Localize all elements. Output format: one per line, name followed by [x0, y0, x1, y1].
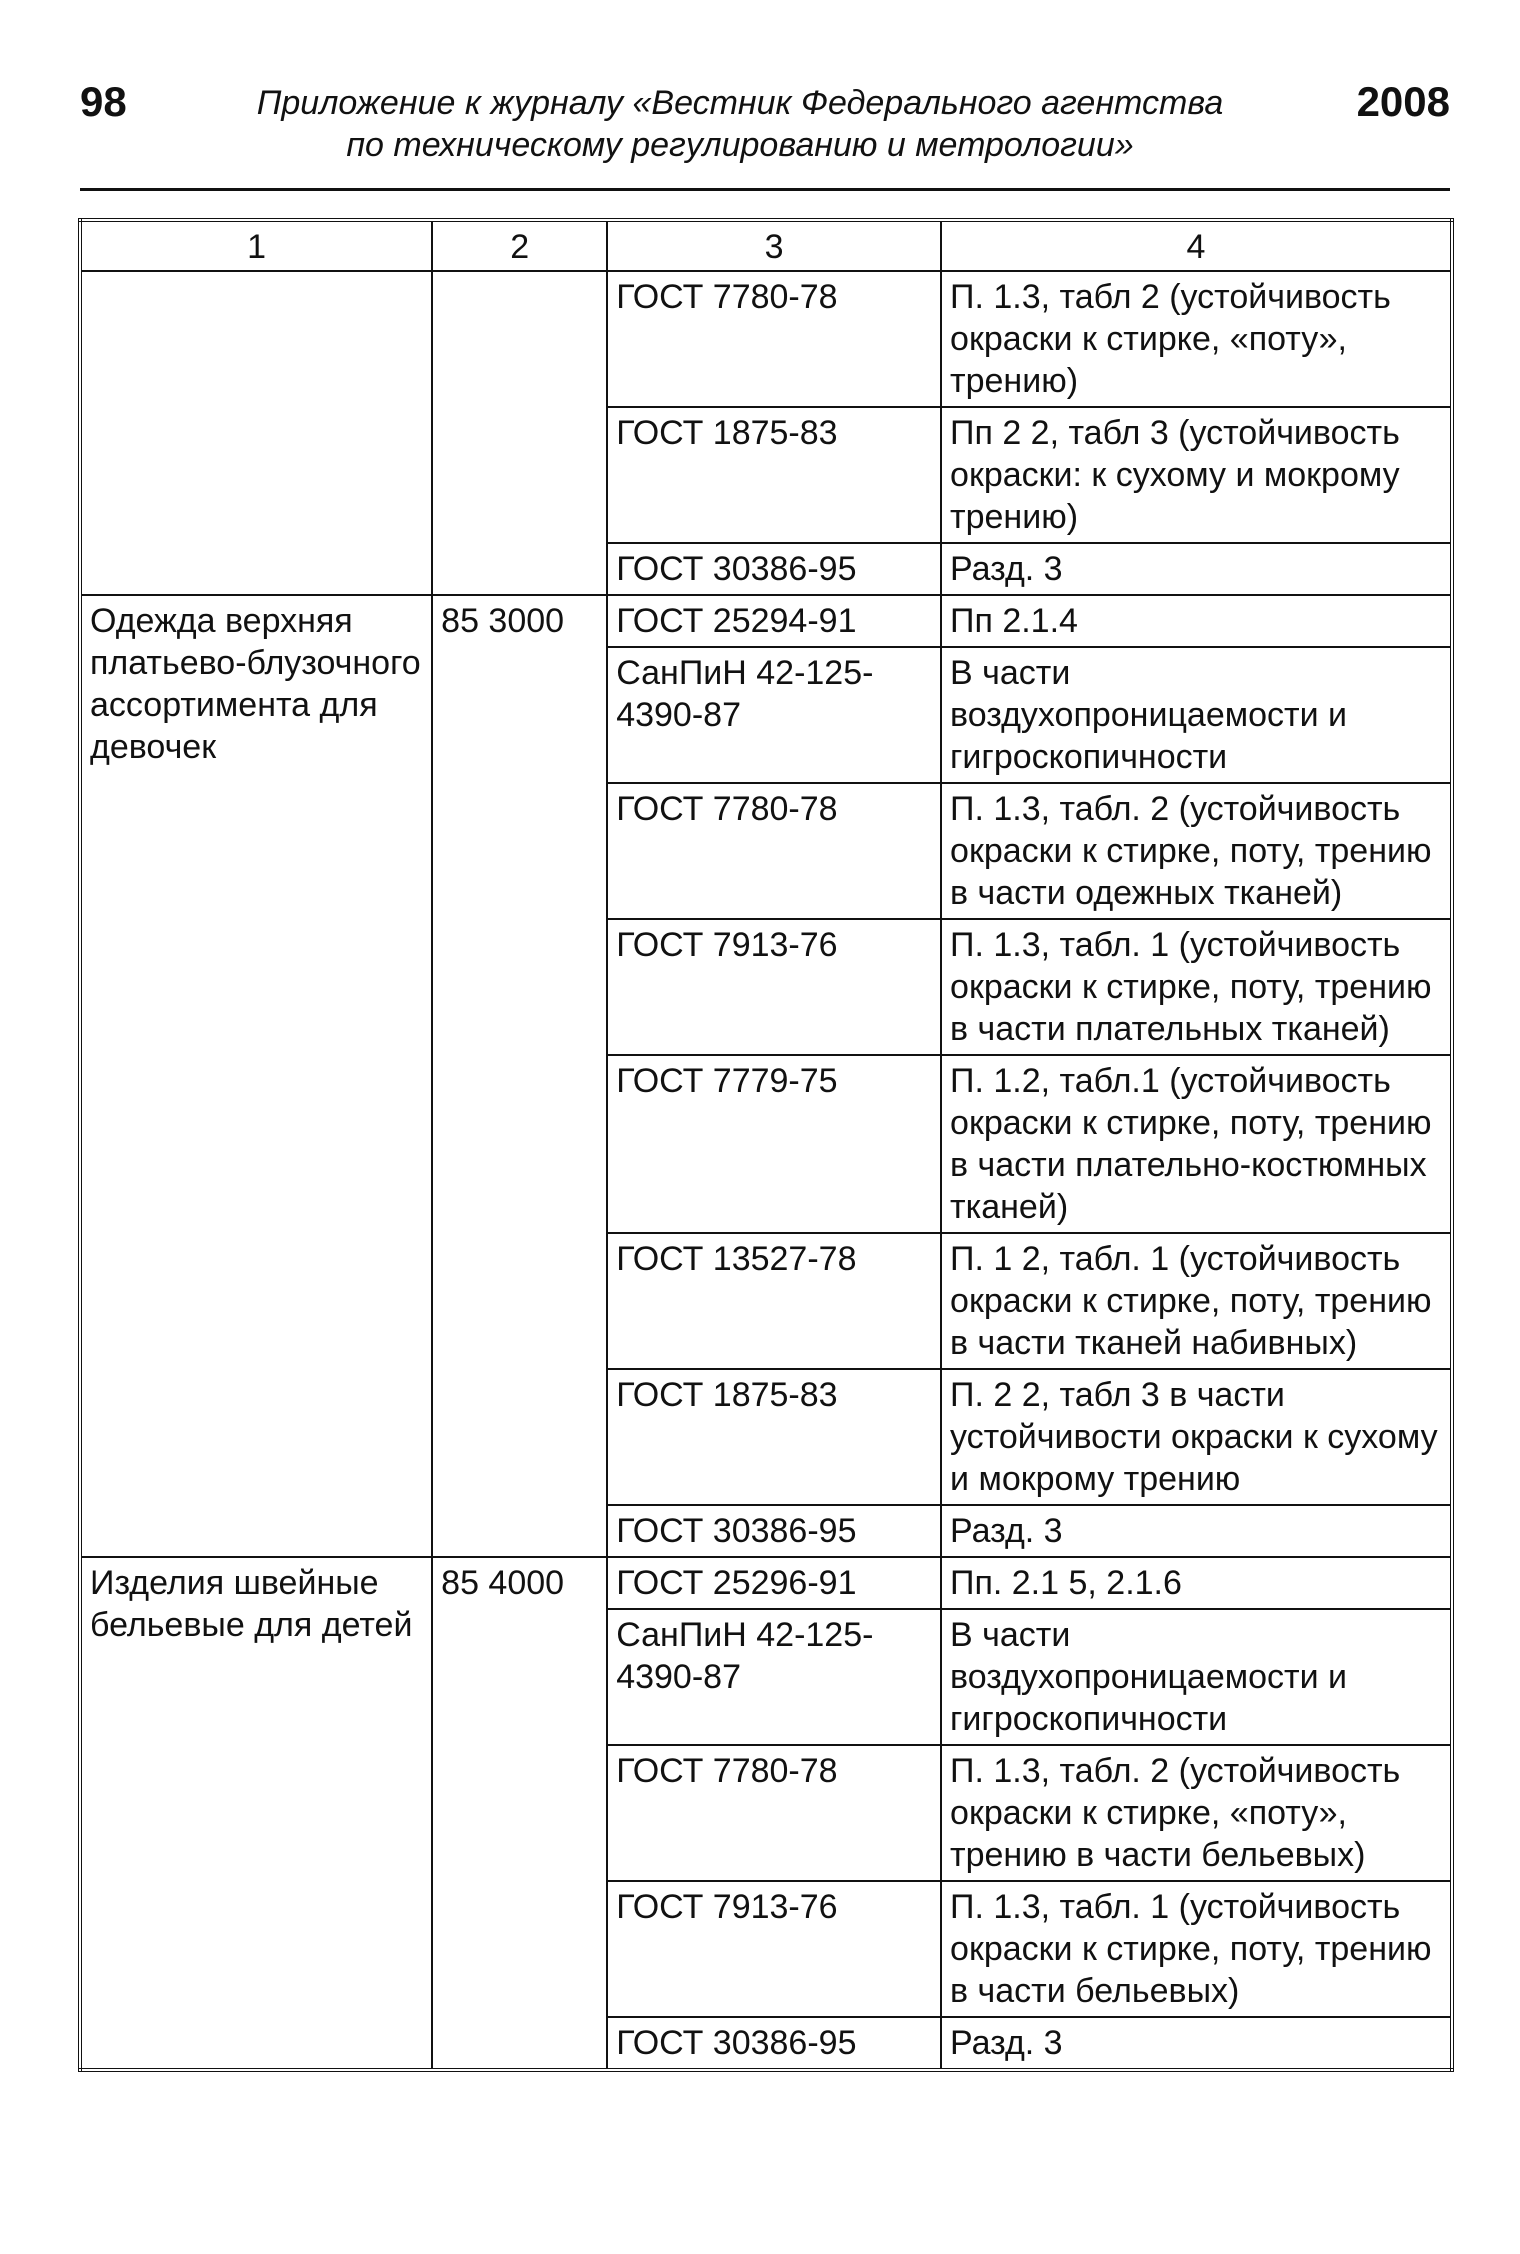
journal-title	[180, 82, 1300, 166]
standard-cell: ГОСТ 30386-95	[607, 543, 941, 595]
journal-title-line-2: по техническому регулированию и метрологии»	[346, 126, 1134, 164]
column-header-2: 2	[432, 220, 607, 271]
clause-cell: П. 1.3, табл. 2 (устойчивость окраски к стирке, «поту», трению в части бельевых)	[941, 1745, 1452, 1881]
product-name-cell	[80, 271, 432, 595]
standard-cell: ГОСТ 7780-78	[607, 783, 941, 919]
standard-cell: ГОСТ 7913-76	[607, 919, 941, 1055]
publication-year: 2008	[1356, 78, 1450, 125]
clause-cell: Разд. 3	[941, 543, 1452, 595]
page-number: 98	[80, 78, 127, 125]
table-row	[80, 1557, 1452, 1609]
journal-title-line-1: Приложение к журналу «Вестник Федерального агентства	[256, 84, 1224, 122]
clause-cell: П. 1 2, табл. 1 (устойчивость окраски к стирке, поту, трению в части тканей набивных)	[941, 1233, 1452, 1369]
product-name-cell: Одежда верхняя платьево-блузочного ассортимента для девочек	[80, 595, 432, 1557]
clause-cell: Разд. 3	[941, 1505, 1452, 1557]
product-code-cell: 85 3000	[432, 595, 607, 1557]
column-header-3: 3	[607, 220, 941, 271]
product-name-cell: Изделия швейные бельевые для детей	[80, 1557, 432, 2070]
clause-cell: П. 1.3, табл 2 (устойчивость окраски к стирке, «поту», трению)	[941, 271, 1452, 407]
table-row	[80, 271, 1452, 407]
product-code-cell	[432, 271, 607, 595]
standards-table	[78, 218, 1454, 2072]
standard-cell: СанПиН 42-125-4390-87	[607, 647, 941, 783]
standard-cell: ГОСТ 30386-95	[607, 2017, 941, 2070]
page-header	[80, 78, 1450, 188]
standard-cell: ГОСТ 7913-76	[607, 1881, 941, 2017]
clause-cell: П. 1.3, табл. 1 (устойчивость окраски к стирке, поту, трению в части плательных тканей)	[941, 919, 1452, 1055]
standard-cell: ГОСТ 13527-78	[607, 1233, 941, 1369]
product-code-cell: 85 4000	[432, 1557, 607, 2070]
clause-cell: Пп 2 2, табл 3 (устойчивость окраски: к сухому и мокрому трению)	[941, 407, 1452, 543]
column-header-4: 4	[941, 220, 1452, 271]
standard-cell: ГОСТ 1875-83	[607, 1369, 941, 1505]
clause-cell: П. 2 2, табл 3 в части устойчивости окраски к сухому и мокрому трению	[941, 1369, 1452, 1505]
table-row	[80, 595, 1452, 647]
standard-cell: ГОСТ 7779-75	[607, 1055, 941, 1233]
standard-cell: ГОСТ 30386-95	[607, 1505, 941, 1557]
clause-cell: Пп. 2.1 5, 2.1.6	[941, 1557, 1452, 1609]
standard-cell: ГОСТ 7780-78	[607, 271, 941, 407]
standard-cell: ГОСТ 7780-78	[607, 1745, 941, 1881]
clause-cell: П. 1.3, табл. 2 (устойчивость окраски к стирке, поту, трению в части одежных тканей)	[941, 783, 1452, 919]
clause-cell: П. 1.3, табл. 1 (устойчивость окраски к стирке, поту, трению в части бельевых)	[941, 1881, 1452, 2017]
clause-cell: Разд. 3	[941, 2017, 1452, 2070]
clause-cell: В части воздухопроницаемости и гигроскопичности	[941, 1609, 1452, 1745]
standard-cell: ГОСТ 1875-83	[607, 407, 941, 543]
clause-cell: Пп 2.1.4	[941, 595, 1452, 647]
clause-cell: П. 1.2, табл.1 (устойчивость окраски к стирке, поту, трению в части плательно-костюмных тканей)	[941, 1055, 1452, 1233]
standard-cell: ГОСТ 25294-91	[607, 595, 941, 647]
header-divider	[80, 188, 1450, 191]
clause-cell: В части воздухопроницаемости и гигроскопичности	[941, 647, 1452, 783]
standard-cell: СанПиН 42-125-4390-87	[607, 1609, 941, 1745]
table-body	[80, 271, 1452, 2070]
standard-cell: ГОСТ 25296-91	[607, 1557, 941, 1609]
column-number-row	[80, 220, 1452, 271]
column-header-1: 1	[80, 220, 432, 271]
